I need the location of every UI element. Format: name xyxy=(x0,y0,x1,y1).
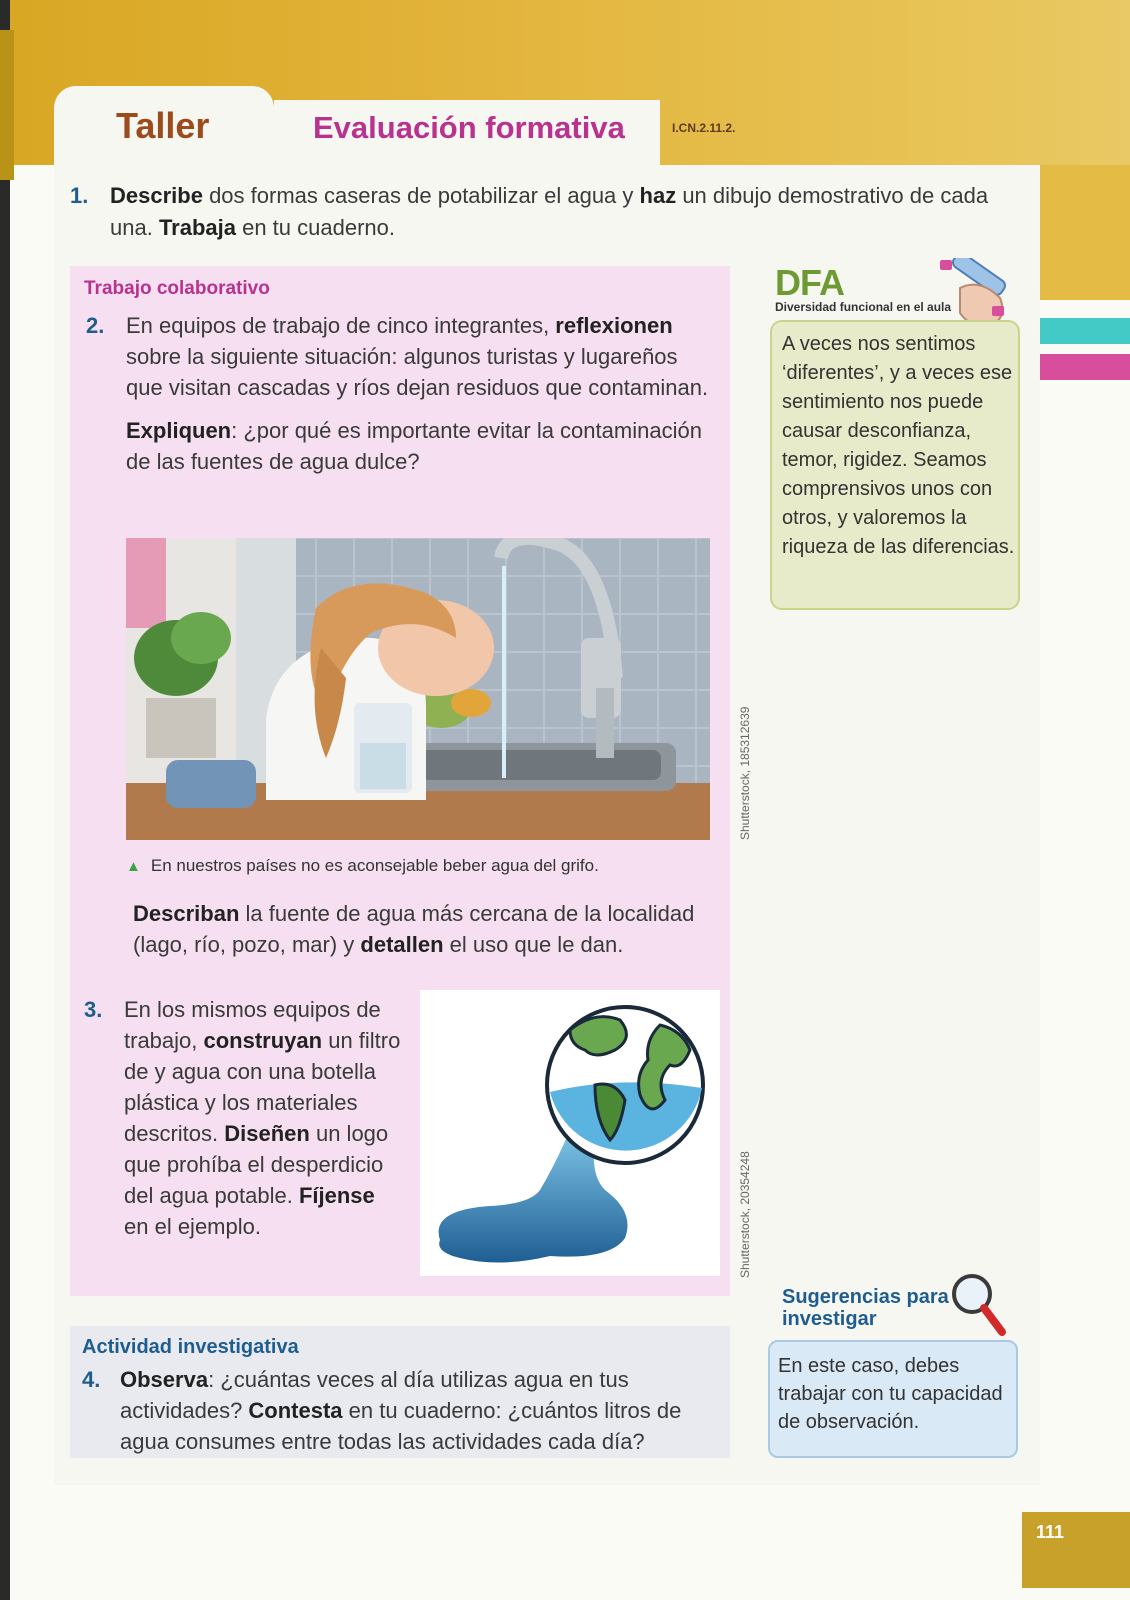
bold-instruction-verb: Describan xyxy=(133,901,240,926)
magnifying-glass-icon xyxy=(948,1272,1008,1338)
text-run: un logo que prohíba el desperdicio del agua potable. xyxy=(124,1121,389,1208)
text-run: dos formas caseras de potabilizar el agua y xyxy=(202,183,640,208)
text-run: en tu cuaderno: ¿cuántos litros de agua consumes entre todas las actividades cada día? xyxy=(120,1398,682,1454)
question-paragraph xyxy=(82,1364,722,1457)
bold-instruction-verb: Expliquen xyxy=(126,418,232,443)
question-2 xyxy=(86,310,716,477)
page-number: 111 xyxy=(1036,1522,1065,1542)
question-number: 4. xyxy=(82,1367,101,1392)
earth-logo-example xyxy=(420,990,720,1276)
question-number: 3. xyxy=(84,997,103,1022)
question-paragraph xyxy=(86,415,716,477)
page-left-edge-accent xyxy=(0,30,14,180)
caption-text: En nuestros países no es aconsejable beber agua del grifo. xyxy=(150,856,599,875)
text-run: En los mismos equipos de trabajo, xyxy=(124,997,381,1053)
leaking-earth-icon xyxy=(420,990,720,1276)
question-3 xyxy=(84,994,404,1242)
collaborative-title: Trabajo colaborativo xyxy=(84,278,270,299)
bold-instruction-verb: haz xyxy=(639,183,677,208)
text-run: En equipos de trabajo de cinco integrantes, xyxy=(126,313,556,338)
bold-instruction-verb: Fíjense xyxy=(298,1183,375,1208)
photo-credit: Shutterstock, 185312639 xyxy=(738,706,752,840)
right-color-strip xyxy=(1040,165,1130,300)
header-tab-label: Taller xyxy=(116,105,210,146)
question-1 xyxy=(70,180,1025,244)
question-2-followup xyxy=(133,898,723,960)
earth-credit: Shutterstock, 20354248 xyxy=(738,1151,752,1278)
dfa-title: DFA xyxy=(775,262,844,303)
bold-instruction-verb: detallen xyxy=(360,932,444,957)
side-tab-cyan xyxy=(1036,318,1130,344)
section-title: Evaluación formativa xyxy=(313,110,625,145)
question-paragraph xyxy=(84,994,404,1242)
bold-instruction-verb: construyan xyxy=(203,1028,323,1053)
suggestions-text: En este caso, debes trabajar con tu capacidad de observación. xyxy=(778,1355,1003,1433)
bold-instruction-verb: Contesta xyxy=(248,1398,343,1423)
investigative-title: Actividad investigativa xyxy=(82,1336,299,1358)
text-run: sobre la siguiente situación: algunos turistas y lugareños que visitan cascadas y ríos dejan residuos que contaminan. xyxy=(126,344,709,400)
text-run: en tu cuaderno. xyxy=(235,215,395,240)
text-run: un dibujo demostrativo de cada una. xyxy=(110,183,989,240)
text-run: la fuente de agua más cercana de la localidad (lago, río, pozo, mar) y xyxy=(133,901,695,957)
photo-girl-drinking-tap xyxy=(126,538,710,840)
text-run: un filtro de y agua con una botella plástica y los materiales descritos. xyxy=(124,1028,401,1146)
photo-caption xyxy=(126,856,599,876)
suggestions-title: Sugerencias para investigar xyxy=(782,1286,949,1330)
text-run: : ¿por qué es importante evitar la contaminación de las fuentes de agua dulce? xyxy=(126,418,702,474)
triangle-icon: ▲ xyxy=(126,858,141,875)
bold-instruction-verb: Trabaja xyxy=(158,215,236,240)
curriculum-code: I.CN.2.11.2. xyxy=(672,121,736,135)
question-number: 1. xyxy=(70,183,89,208)
question-text xyxy=(70,180,1025,244)
dfa-subtitle: Diversidad funcional en el aula xyxy=(775,300,952,314)
text-run: en el ejemplo. xyxy=(124,1214,261,1239)
photo-illustration xyxy=(126,538,710,840)
bold-instruction-verb: Observa xyxy=(120,1367,209,1392)
question-4 xyxy=(82,1364,722,1457)
dfa-text: A veces nos sentimos ‘diferentes’, y a veces ese sentimiento nos puede causar desconfianza, temor, rigidez. Seamos comprensivos unos con otros, y valoremos la riqueza de las diferencias. xyxy=(782,333,1015,558)
bold-instruction-verb: Diseñen xyxy=(224,1121,310,1146)
bold-instruction-verb: Describe xyxy=(110,183,203,208)
text-run: el uso que le dan. xyxy=(443,932,624,957)
side-tab-magenta xyxy=(1036,354,1130,380)
page-left-edge xyxy=(0,0,10,1600)
question-paragraph xyxy=(86,310,716,403)
text-run: : ¿cuántas veces al día utilizas agua en tus actividades? xyxy=(120,1367,629,1423)
bold-instruction-verb: reflexionen xyxy=(555,313,673,338)
question-number: 2. xyxy=(86,313,105,338)
